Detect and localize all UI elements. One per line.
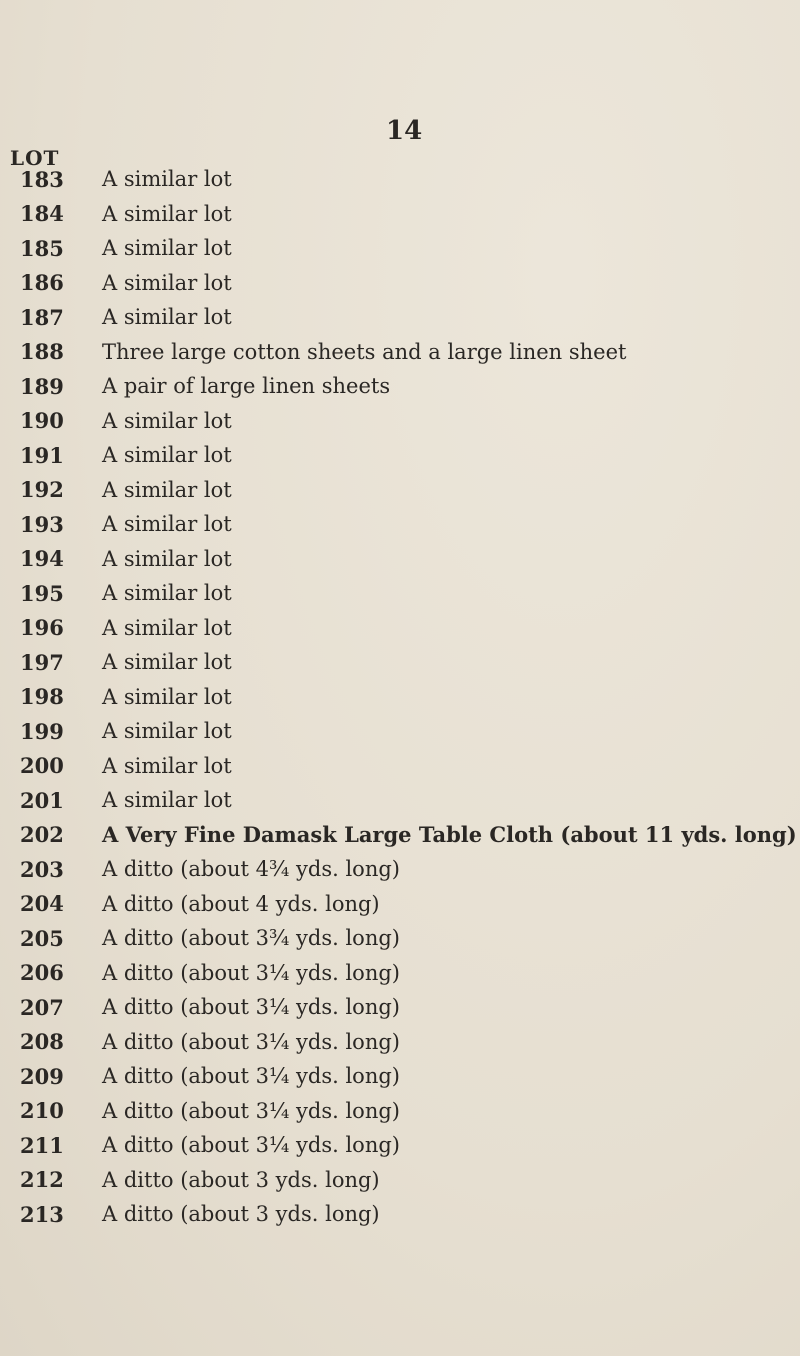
lot-description: A ditto (about 3 yds. long): [102, 1202, 380, 1226]
lot-number: 188: [20, 339, 64, 364]
lot-number: 209: [20, 1063, 64, 1089]
lot-description: A ditto (about 3¼ yds. long): [102, 1029, 400, 1054]
lot-description: A ditto (about 3¼ yds. long): [102, 1064, 400, 1088]
lot-number: 213: [20, 1201, 64, 1227]
lot-number: 185: [20, 235, 64, 261]
lot-number: 206: [20, 960, 64, 985]
lot-description: Three large cotton sheets and a large linen sheet: [102, 339, 627, 364]
lot-description: A ditto (about 3 yds. long): [102, 1167, 380, 1192]
lot-number: 199: [20, 718, 64, 744]
lot-column-header: LOT: [10, 146, 60, 170]
lot-description: A ditto (about 3¼ yds. long): [102, 1133, 400, 1157]
lot-number: 212: [20, 1167, 64, 1192]
lot-description: A similar lot: [102, 512, 232, 536]
lot-description: A similar lot: [102, 788, 232, 812]
lot-description: A similar lot: [102, 615, 232, 640]
lot-number: 190: [20, 408, 64, 433]
lot-description: A similar lot: [102, 270, 232, 295]
lot-description: A ditto (about 3¼ yds. long): [102, 1098, 400, 1123]
lot-number: 204: [20, 891, 64, 916]
lot-number: 205: [20, 925, 64, 951]
lot-number: 191: [20, 442, 64, 468]
lot-description: A similar lot: [102, 684, 232, 709]
lot-description: A similar lot: [102, 753, 232, 778]
lot-description: A similar lot: [102, 305, 232, 329]
lot-number: 184: [20, 201, 64, 226]
lot-number: 197: [20, 649, 64, 675]
lot-number: 200: [20, 753, 64, 778]
lot-description: A ditto (about 3¼ yds. long): [102, 995, 400, 1019]
lot-number: 210: [20, 1098, 64, 1123]
lot-number: 201: [20, 787, 64, 813]
lot-number: 208: [20, 1029, 64, 1054]
lot-number: 196: [20, 615, 64, 640]
lot-number: 194: [20, 546, 64, 571]
lot-number: 192: [20, 477, 64, 502]
lot-description: A ditto (about 4 yds. long): [102, 891, 380, 916]
lot-description: A similar lot: [102, 167, 232, 191]
lot-description: A similar lot: [102, 201, 232, 226]
lot-description: A ditto (about 3¾ yds. long): [102, 926, 400, 950]
lot-number: 189: [20, 373, 64, 399]
lot-description: A ditto (about 4¾ yds. long): [102, 857, 400, 881]
lot-description: A similar lot: [102, 408, 232, 433]
lot-number: 187: [20, 304, 64, 330]
lot-description: A similar lot: [102, 236, 232, 260]
lot-description: A similar lot: [102, 546, 232, 571]
lot-description: A pair of large linen sheets: [102, 374, 391, 398]
lot-description: A similar lot: [102, 650, 232, 674]
lot-description: A similar lot: [102, 477, 232, 502]
lot-number: 198: [20, 684, 64, 709]
page-number: 14: [386, 116, 423, 146]
lot-description: A similar lot: [102, 719, 232, 743]
lot-number: 186: [20, 270, 64, 295]
lot-description: A similar lot: [102, 443, 232, 467]
lot-description: A ditto (about 3¼ yds. long): [102, 960, 400, 985]
lot-description: A Very Fine Damask Large Table Cloth (about 11 yds. long): [102, 822, 797, 847]
lot-number: 193: [20, 511, 64, 537]
lot-number: 211: [20, 1132, 64, 1158]
lot-number: 207: [20, 994, 64, 1020]
lot-number: 183: [20, 166, 64, 192]
lot-number: 203: [20, 856, 64, 882]
lot-number: 195: [20, 580, 64, 606]
lot-description: A similar lot: [102, 581, 232, 605]
lot-number: 202: [20, 822, 64, 847]
